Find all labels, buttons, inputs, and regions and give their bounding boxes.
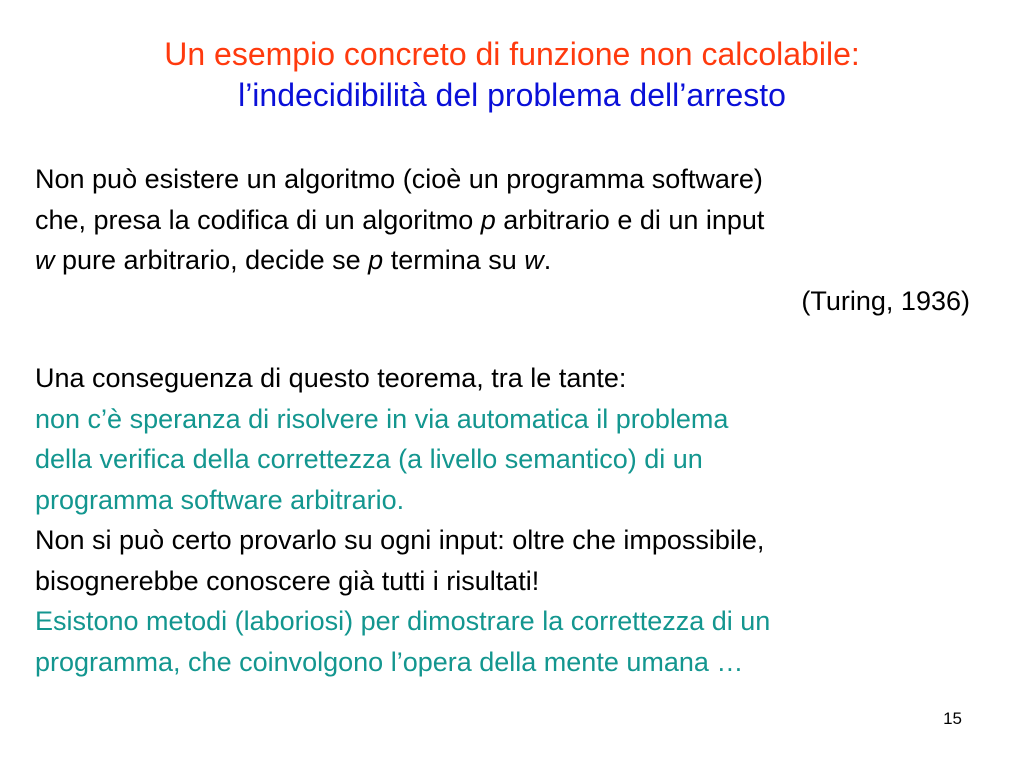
- teal-line-1: non c’è speranza di risolvere in via automatica il problema: [35, 403, 729, 434]
- italic-p: p: [368, 245, 384, 275]
- teal-line-4: Esistono metodi (laboriosi) per dimostrare la correttezza di un: [35, 606, 771, 636]
- black-line-2: bisognerebbe conoscere già tutti i risultati!: [35, 565, 540, 596]
- paragraph-1-line-3: [35, 240, 970, 281]
- title-line-1: Un esempio concreto di funzione non calcolabile:: [164, 36, 860, 72]
- slide-title: [0, 34, 1024, 116]
- paragraph-1-line-2: [35, 200, 970, 241]
- teal-line-5: programma, che coinvolgono l’opera della mente umana …: [35, 646, 744, 677]
- text-fragment: pure arbitrario, decide se: [54, 245, 369, 275]
- citation: (Turing, 1936): [801, 285, 970, 316]
- italic-w: w: [524, 245, 544, 275]
- italic-p: p: [480, 204, 496, 235]
- page-number: 15: [943, 709, 962, 728]
- italic-w: w: [35, 245, 55, 275]
- title-line-2: l’indecidibilità del problema dell’arresto: [238, 77, 786, 113]
- teal-line-3: programma software arbitrario.: [35, 484, 405, 515]
- paragraph-1-line-1: Non può esistere un algoritmo (cioè un programma software): [35, 164, 763, 194]
- text-fragment: termina su: [383, 245, 525, 275]
- text-fragment: .: [543, 245, 552, 275]
- paragraph-gap: [35, 321, 970, 358]
- slide-body: [35, 159, 970, 682]
- text-fragment: arbitrario e di un input: [495, 204, 765, 235]
- text-fragment: che, presa la codifica di un algoritmo: [35, 204, 481, 235]
- teal-line-2: della verifica della correttezza (a livello semantico) di un: [35, 444, 703, 474]
- black-line-1: Non si può certo provarlo su ogni input: oltre che impossibile,: [35, 525, 765, 555]
- paragraph-2-line-1: Una conseguenza di questo teorema, tra le tante:: [35, 363, 627, 393]
